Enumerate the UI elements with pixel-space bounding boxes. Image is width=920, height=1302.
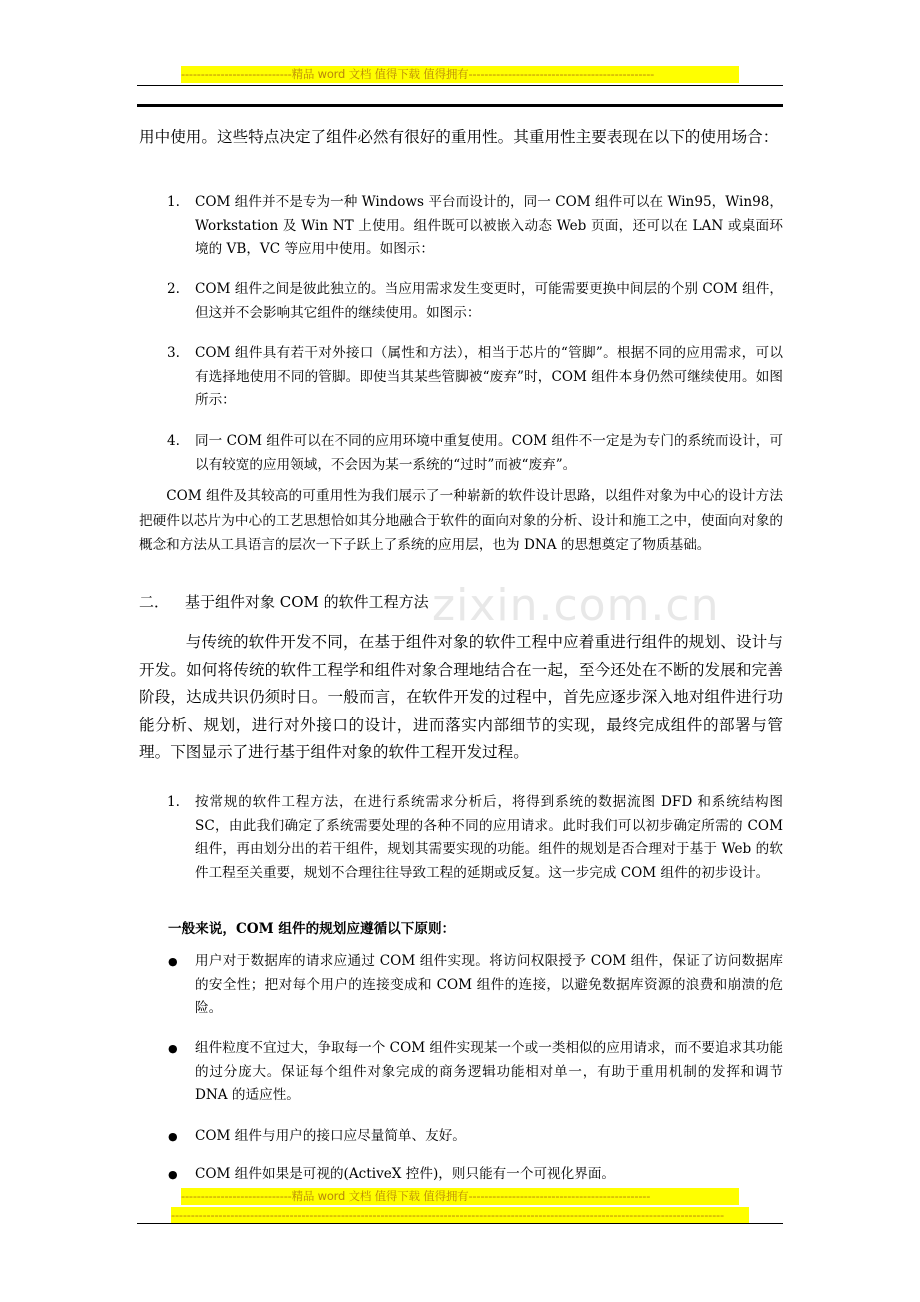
item-text: COM 组件如果是可视的(ActiveX 控件)，则只能有一个可视化界面。 [195, 1166, 616, 1182]
item-number: 1. [167, 194, 180, 210]
process-item [139, 791, 783, 885]
reuse-item [139, 430, 783, 477]
footer-rule [137, 1223, 783, 1224]
bullet-icon: ● [168, 955, 178, 968]
principle-item [139, 1163, 783, 1187]
principle-item [139, 1125, 783, 1149]
item-text: COM 组件与用户的接口应尽量简单、友好。 [195, 1128, 466, 1144]
principles-heading: 一般来说，COM 组件的规划应遵循以下原则： [168, 921, 456, 937]
item-number: 4. [167, 433, 180, 449]
bullet-icon: ● [168, 1168, 178, 1181]
item-text: COM 组件之间是彼此独立的。当应用需求发生变更时，可能需要更换中间层的个别 COM 组件，但这并不会影响其它组件的继续使用。如图示： [195, 281, 783, 321]
intro-paragraph: 用中使用。这些特点决定了组件必然有很好的重用性。其重用性主要表现在以下的使用场合： [139, 128, 779, 146]
section-paragraph: 与传统的软件开发不同，在基于组件对象的软件工程中应着重进行组件的规划、设计与开发。如何将传统的软件工程学和组件对象合理地结合在一起，至今还处在不断的发展和完善阶段，达成共识仍须时日。一般而言，在软件开发的过程中，首先应逐步深入地对组件进行功能分析、规划，进行对外接口的设计，进而落实内部细节的实现，最终完成组件的部署与管理。下图显示了进行基于组件对象的软件工程开发过程。 [139, 633, 783, 761]
item-text: 按常规的软件工程方法，在进行系统需求分析后，将得到系统的数据流图 DFD 和系统结构图 SC，由此我们确定了系统需要处理的各种不同的应用请求。此时我们可以初步确定所需的 COM 组件，再由划分出的若干组件，规划其需要实现的功能。组件的规划是否合理对于基于 Web 的软件工程至关重要，规划不合理往往导致工程的延期或反复。这一步完成 COM 组件的初步设计。 [195, 794, 783, 881]
section-heading [139, 590, 429, 614]
reuse-item [139, 278, 783, 325]
item-text: 组件粒度不宜过大，争取每一个 COM 组件实现某一个或一类相似的应用请求，而不要追求其功能的过分庞大。保证每个组件对象完成的商务逻辑功能相对单一，有助于重用机制的发挥和调节 DNA 的适应性。 [195, 1040, 783, 1103]
item-text: COM 组件并不是专为一种 Windows 平台而设计的，同一 COM 组件可以在 Win95，Win98，Workstation 及 Win NT 上使用。组件既可以被嵌入动态 Web 页面，还可以在 LAN 或桌面环境的 VB，VC 等应用中使用。如图示： [195, 194, 783, 257]
watermark: zixin.com.cn [432, 580, 720, 631]
reuse-item [139, 191, 783, 262]
principle-item [139, 950, 783, 1021]
reuse-item [139, 342, 783, 413]
principle-item [139, 1037, 783, 1108]
bullet-icon: ● [168, 1130, 178, 1143]
header-rule-thin [137, 85, 783, 86]
section-title: 基于组件对象 COM 的软件工程方法 [185, 593, 429, 611]
summary-paragraph: COM 组件及其较高的可重用性为我们展示了一种崭新的软件设计思路，以组件对象为中心的设计方法把硬件以芯片为中心的工艺思想恰如其分地融合于软件的面向对象的分析、设计和施工之中，使面向对象的概念和方法从工具语言的层次一下子跃上了系统的应用层，也为 DNA 的思想奠定了物质基础。 [139, 488, 783, 553]
item-number: 1. [167, 794, 180, 810]
footer-banner-2: -------------------------------------------------------------------------------------------------------------------------------------------- [171, 1207, 749, 1224]
item-text: COM 组件具有若干对外接口（属性和方法），相当于芯片的“管脚”。根据不同的应用需求，可以有选择地使用不同的管脚。即使当其某些管脚被“废弃”时，COM 组件本身仍然可继续使用。如图所示： [195, 345, 783, 408]
bullet-icon: ● [168, 1042, 178, 1055]
header-rule-thick [137, 104, 783, 107]
item-text: 同一 COM 组件可以在不同的应用环境中重复使用。COM 组件不一定是为专门的系统而设计，可以有较宽的应用领域，不会因为某一系统的“过时”而被“废弃”。 [195, 433, 783, 473]
item-number: 2. [167, 281, 180, 297]
section-number: 二． [139, 593, 170, 611]
footer-banner: ----------------------------精品 word 文档 值得下载 值得拥有---------------------------------------------- [181, 1188, 739, 1205]
item-text: 用户对于数据库的请求应通过 COM 组件实现。将访问权限授予 COM 组件，保证了访问数据库的安全性；把对每个用户的连接变成和 COM 组件的连接，以避免数据库资源的浪费和崩溃的危险。 [195, 953, 783, 1016]
item-number: 3. [167, 345, 180, 361]
header-banner: ----------------------------精品 word 文档 值得下载 值得拥有----------------------------------------------- [181, 66, 739, 83]
